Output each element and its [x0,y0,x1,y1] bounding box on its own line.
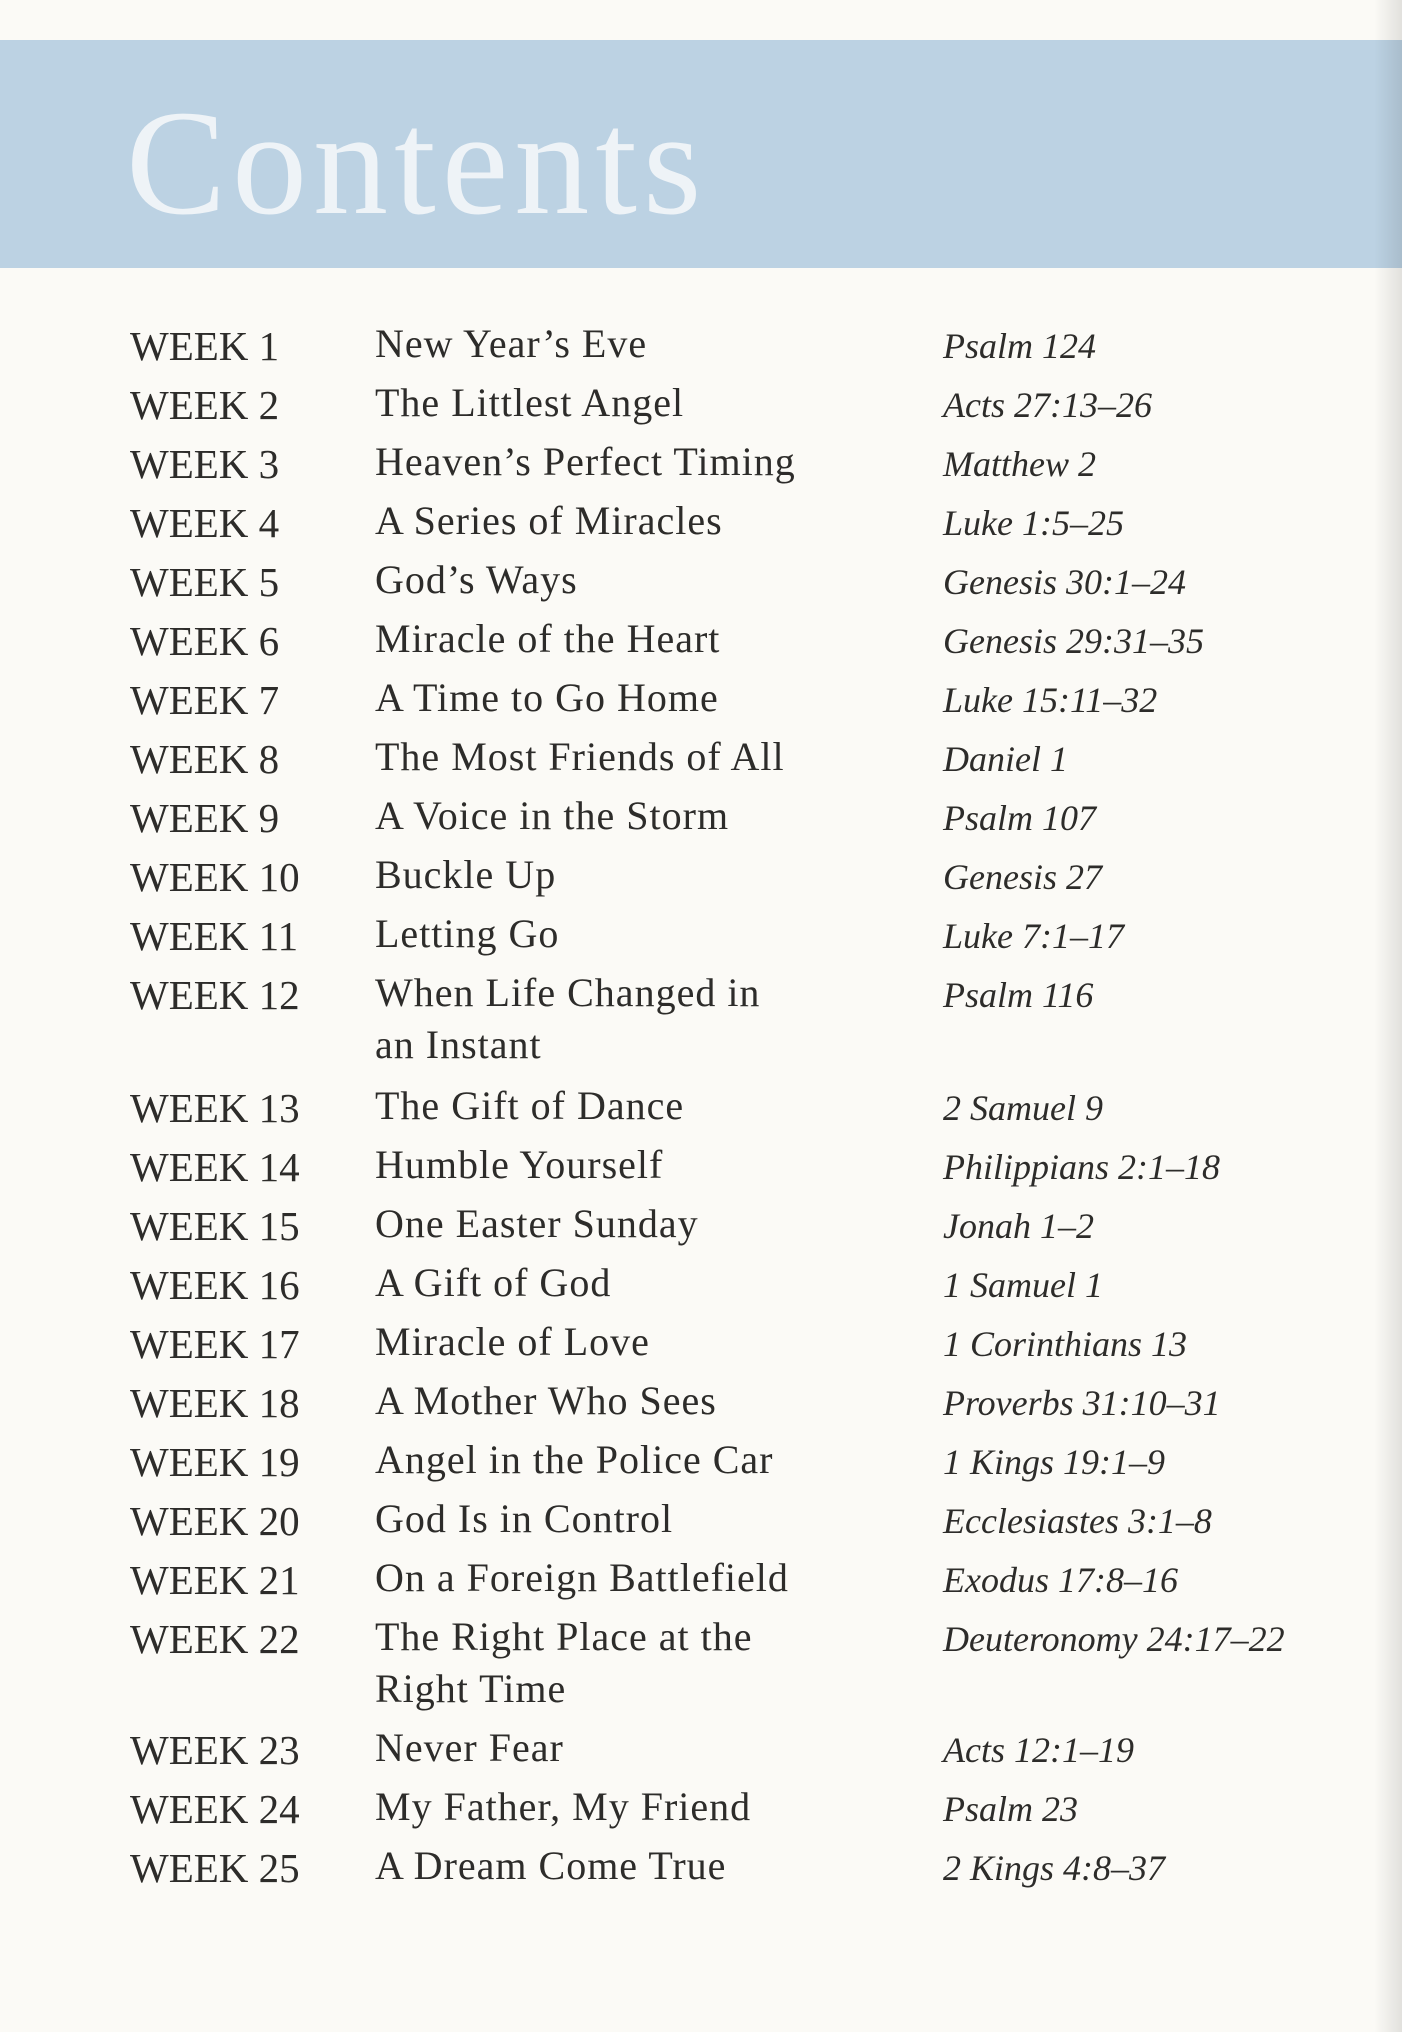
toc-entry [0,1375,1402,1431]
entry-title: Never Fear [375,1725,564,1770]
scripture-ref: Matthew 2 [943,444,1096,484]
toc-entry [0,1434,1402,1490]
scripture-ref: Daniel 1 [943,739,1068,779]
scripture-ref: 1 Samuel 1 [943,1265,1103,1305]
scripture-ref: Luke 7:1–17 [943,916,1124,956]
scripture-ref: Deuteronomy 24:17–22 [943,1619,1285,1659]
entry-title: Angel in the Police Car [375,1437,774,1482]
entry-title: A Gift of God [375,1260,612,1305]
entry-title: A Mother Who Sees [375,1378,717,1423]
entry-title: The Right Place at the Right Time [375,1614,753,1711]
entry-title: Letting Go [375,911,560,956]
toc-entry [0,377,1402,433]
week-label: WEEK 21 [130,1557,300,1603]
week-label: WEEK 24 [130,1786,300,1832]
scripture-ref: Acts 12:1–19 [943,1730,1134,1770]
scripture-ref: Psalm 107 [943,798,1096,838]
entry-title: Heaven’s Perfect Timing [375,439,796,484]
week-label: WEEK 23 [130,1727,300,1773]
week-label: WEEK 16 [130,1262,300,1308]
entry-title: The Most Friends of All [375,734,785,779]
week-label: WEEK 15 [130,1203,300,1249]
scripture-ref: 2 Samuel 9 [943,1088,1103,1128]
entry-title: God Is in Control [375,1496,674,1541]
scripture-ref: Psalm 23 [943,1789,1078,1829]
week-label: WEEK 11 [130,913,299,959]
toc-entry [0,1781,1402,1837]
entry-title: God’s Ways [375,557,578,602]
scripture-ref: Psalm 124 [943,326,1096,366]
week-label: WEEK 20 [130,1498,300,1544]
week-label: WEEK 8 [130,736,280,782]
scripture-ref: Ecclesiastes 3:1–8 [943,1501,1212,1541]
page-edge-shadow [1374,0,1402,2032]
toc-entry [0,1257,1402,1313]
entry-title: Buckle Up [375,852,557,897]
entry-title: When Life Changed in an Instant [375,970,761,1067]
week-label: WEEK 14 [130,1144,300,1190]
page-title: Contents [126,80,708,246]
week-label: WEEK 9 [130,795,280,841]
toc-entry [0,1840,1402,1896]
toc-entry [0,1611,1402,1721]
scripture-ref: 2 Kings 4:8–37 [943,1848,1166,1888]
entry-title: New Year’s Eve [375,321,648,366]
scripture-ref: Luke 1:5–25 [943,503,1124,543]
entry-title: A Series of Miracles [375,498,723,543]
toc-entry [0,495,1402,551]
toc-entry [0,672,1402,728]
scripture-ref: Genesis 30:1–24 [943,562,1186,602]
entry-title: A Time to Go Home [375,675,719,720]
entry-title: Humble Yourself [375,1142,664,1187]
week-label: WEEK 17 [130,1321,300,1367]
scripture-ref: Proverbs 31:10–31 [943,1383,1221,1423]
scripture-ref: Genesis 27 [943,857,1102,897]
week-label: WEEK 12 [130,972,300,1018]
scripture-ref: Philippians 2:1–18 [943,1147,1220,1187]
toc-entry [0,967,1402,1077]
week-label: WEEK 25 [130,1845,300,1891]
scripture-ref: Luke 15:11–32 [943,680,1158,720]
toc-entry [0,554,1402,610]
toc-entry [0,613,1402,669]
scripture-ref: Genesis 29:31–35 [943,621,1204,661]
week-label: WEEK 4 [130,500,280,546]
entry-title: Miracle of Love [375,1319,650,1364]
week-label: WEEK 3 [130,441,280,487]
toc-entry [0,1493,1402,1549]
toc-entry [0,731,1402,787]
toc-entry [0,908,1402,964]
entry-title: My Father, My Friend [375,1784,752,1829]
scripture-ref: Exodus 17:8–16 [943,1560,1178,1600]
entry-title: On a Foreign Battlefield [375,1555,789,1600]
week-label: WEEK 10 [130,854,300,900]
entry-title: Miracle of the Heart [375,616,721,661]
scripture-ref: 1 Corinthians 13 [943,1324,1188,1364]
week-label: WEEK 13 [130,1085,300,1131]
scripture-ref: Jonah 1–2 [943,1206,1094,1246]
toc-entry [0,1316,1402,1372]
toc-entry [0,1722,1402,1778]
week-label: WEEK 7 [130,677,280,723]
scripture-ref: Acts 27:13–26 [943,385,1152,425]
toc-entry [0,1552,1402,1608]
entry-title: The Littlest Angel [375,380,685,425]
scripture-ref: Psalm 116 [943,975,1094,1015]
entry-title: A Voice in the Storm [375,793,730,838]
week-label: WEEK 22 [130,1616,300,1662]
toc-entry [0,1198,1402,1254]
week-label: WEEK 19 [130,1439,300,1485]
week-label: WEEK 5 [130,559,280,605]
week-label: WEEK 18 [130,1380,300,1426]
entry-title: The Gift of Dance [375,1083,685,1128]
week-label: WEEK 1 [130,323,280,369]
toc-entry [0,1139,1402,1195]
entry-title: One Easter Sunday [375,1201,699,1246]
toc-entry [0,318,1402,374]
toc-entry [0,790,1402,846]
scripture-ref: 1 Kings 19:1–9 [943,1442,1166,1482]
toc-entry [0,436,1402,492]
week-label: WEEK 6 [130,618,280,664]
week-label: WEEK 2 [130,382,280,428]
toc-entry [0,849,1402,905]
entry-title: A Dream Come True [375,1843,727,1888]
toc-entry [0,1080,1402,1136]
